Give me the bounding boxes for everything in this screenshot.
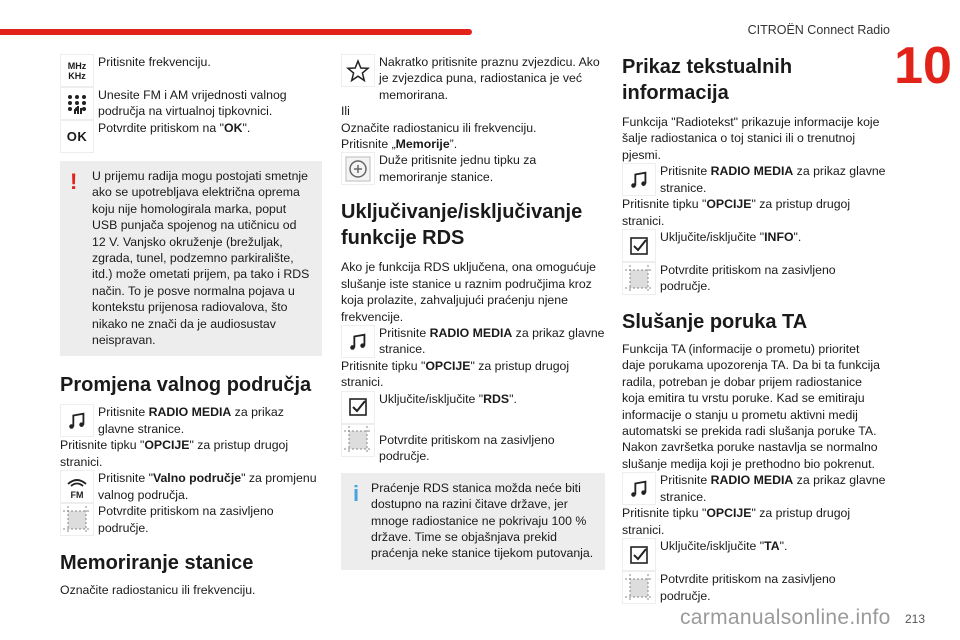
text-bold: Valno područje bbox=[152, 471, 242, 486]
text-bold: OPCIJE bbox=[144, 438, 190, 453]
step-toggle-ta bbox=[622, 538, 886, 571]
step-text: Označite radiostanicu ili frekvenciju. bbox=[341, 120, 537, 135]
column-1 bbox=[60, 54, 322, 599]
info-icon: i bbox=[353, 480, 360, 506]
star-icon[interactable] bbox=[341, 54, 375, 87]
step-confirm bbox=[622, 571, 886, 604]
column-2 bbox=[341, 54, 605, 570]
text: Pritisnite bbox=[98, 405, 149, 420]
text: Pritisnite tipku " bbox=[622, 506, 707, 521]
step-text bbox=[622, 196, 886, 229]
step-radio-media bbox=[341, 325, 605, 358]
ta-text: Funkcija TA (informacije o prometu) prioritet daje porukama upozorenja TA. Da bi ta funkcija radila, potreban je dobar prijem radiostanice koja emitira tu vrstu poruke. Kad se emitiraju informacije o stanju u prometu aktivni medij automatski se prekida radi slušanja poruke TA. Nakon završetka poruke nastavlja se normalno slušanje medija koji je prethodno bio pokrenut. bbox=[622, 342, 880, 471]
fm-label: FM bbox=[70, 489, 84, 500]
checkbox-icon[interactable] bbox=[622, 229, 656, 262]
keypad-icon[interactable] bbox=[60, 87, 94, 120]
step-text bbox=[98, 470, 322, 503]
text: " za pristup drugoj stranici. bbox=[622, 506, 851, 537]
warning-note bbox=[60, 161, 322, 356]
step-radio-media bbox=[622, 163, 886, 196]
text: za prikaz glavne stranice. bbox=[98, 405, 284, 436]
text: ". bbox=[793, 230, 802, 245]
step-text bbox=[660, 538, 787, 571]
text: ". bbox=[509, 391, 517, 406]
text-bold: RADIO MEDIA bbox=[148, 405, 232, 420]
step-text bbox=[341, 136, 605, 152]
step-text: Pritisnite frekvenciju. bbox=[98, 55, 211, 69]
info-text: Praćenje RDS stanica možda neće biti dostupno na razini čitave države, jer mnoge radiostanice ne pokrivaju 100 % države. Time se objašnjava prekid praćenja neke stanice tijekom putovanja. bbox=[371, 480, 594, 561]
step-toggle-info bbox=[622, 229, 886, 262]
text: ". bbox=[242, 121, 251, 135]
header-title: CITROËN Connect Radio bbox=[747, 23, 890, 37]
music-note-icon[interactable] bbox=[341, 325, 375, 358]
text-bold: RADIO MEDIA bbox=[710, 473, 794, 488]
text: Pritisnite " bbox=[98, 471, 153, 486]
step-text bbox=[660, 163, 886, 196]
text-bold: OPCIJE bbox=[425, 359, 471, 374]
text: ”. bbox=[449, 137, 458, 152]
info-note bbox=[341, 473, 605, 570]
heading-text-info: Prikaz tekstualnih informacija bbox=[622, 56, 793, 104]
checkbox-icon[interactable] bbox=[622, 538, 656, 571]
text-bold: RADIO MEDIA bbox=[710, 164, 794, 179]
mhz-khz-icon-label: MHz KHz bbox=[67, 60, 87, 81]
step-text: Unesite FM i AM vrijednosti valnog područja na virtualnoj tipkovnici. bbox=[98, 88, 287, 119]
step-ok bbox=[60, 120, 322, 153]
step-text: Potvrdite pritiskom na zasivljeno područje. bbox=[98, 504, 274, 535]
grey-area-icon[interactable] bbox=[341, 424, 375, 457]
step-long-press bbox=[341, 152, 605, 185]
text-bold: RDS bbox=[483, 391, 510, 406]
text: Pritisnite „ bbox=[341, 137, 396, 152]
add-preset-icon[interactable] bbox=[341, 152, 375, 185]
warning-icon: ! bbox=[70, 169, 78, 194]
text: Pritisnite bbox=[660, 164, 711, 179]
step-keypad bbox=[60, 87, 322, 120]
text-bold: RADIO MEDIA bbox=[429, 326, 513, 341]
step-text: Duže pritisnite jednu tipku za memoriranje stanice. bbox=[379, 153, 537, 184]
step-confirm bbox=[60, 503, 322, 536]
step-text: Potvrdite pritiskom na zasivljeno područje. bbox=[660, 263, 836, 294]
heading-ta: Slušanje poruka TA bbox=[622, 311, 808, 334]
grey-area-icon[interactable] bbox=[622, 262, 656, 295]
music-note-icon[interactable] bbox=[622, 472, 656, 505]
step-text: Potvrdite pritiskom na zasivljeno područje. bbox=[660, 572, 836, 603]
ok-icon[interactable] bbox=[60, 120, 94, 153]
text: Uključite/isključite " bbox=[660, 539, 765, 554]
heading-band: Promjena valnog područja bbox=[60, 374, 312, 397]
text: ". bbox=[779, 539, 788, 554]
top-accent-bar bbox=[0, 29, 472, 35]
text: " za pristup drugoj stranici. bbox=[622, 197, 851, 228]
text-bold: INFO bbox=[764, 230, 794, 245]
step-confirm bbox=[622, 262, 886, 295]
music-note-icon[interactable] bbox=[622, 163, 656, 196]
watermark: carmanualsonline.info bbox=[680, 606, 891, 629]
checkbox-icon[interactable] bbox=[341, 391, 375, 424]
step-toggle-rds bbox=[341, 391, 605, 424]
step-radio-media bbox=[60, 404, 322, 437]
text: Potvrdite pritiskom na " bbox=[98, 121, 225, 135]
text: Uključite/isključite " bbox=[379, 391, 484, 406]
text-or: Ili bbox=[341, 104, 350, 119]
text: Pritisnite tipku " bbox=[622, 197, 707, 212]
step-text bbox=[660, 229, 801, 262]
text: za prikaz glavne stranice. bbox=[660, 473, 886, 504]
text-bold: Memorije bbox=[395, 137, 450, 152]
text-bold: OK bbox=[224, 121, 243, 135]
step-radio-media bbox=[622, 472, 886, 505]
column-3 bbox=[622, 54, 886, 604]
text: " za promjenu valnog područja. bbox=[98, 471, 317, 502]
text-info-text: Funkcija "Radiotekst" prikazuje informacije koje šalje radiostanica o toj stanici ili o trenutnoj pjesmi. bbox=[622, 115, 880, 162]
chapter-number: 10 bbox=[894, 37, 952, 95]
text: za prikaz glavne stranice. bbox=[379, 326, 605, 357]
text: Pritisnite bbox=[379, 326, 430, 341]
text-bold: OPCIJE bbox=[706, 506, 752, 521]
step-text bbox=[379, 325, 605, 358]
text: Pritisnite tipku " bbox=[341, 359, 426, 374]
step-text: Nakratko pritisnite praznu zvjezdicu. Ako je zvjezdica puna, radiostanica je već memorirana. bbox=[379, 55, 600, 102]
heading-rds: Uključivanje/isključivanje funkcije RDS bbox=[341, 201, 583, 250]
warning-text: U prijemu radija mogu postojati smetnje ako se upotrebljava električna oprema koju nije homologirala marka, poput USB punjača spojenog na utičnicu od 12 V. Vanjsko okruženje (brežuljak, zgrada, tunel, podzemno parkiralište, itd.) može ometati prijem, pa tako i RDS način. To je posve normalna pojava u kontekstu prijenosa radiovalova, što nikako ne znači da je audiosustav neispravan. bbox=[92, 169, 310, 348]
step-text bbox=[60, 437, 322, 470]
step-frequency bbox=[60, 54, 322, 87]
text: Uključite/isključite " bbox=[660, 230, 765, 245]
text: za prikaz glavne stranice. bbox=[660, 164, 886, 195]
grey-area-icon[interactable] bbox=[60, 503, 94, 536]
ok-icon-label: OK bbox=[66, 129, 88, 144]
rds-text: Ako je funkcija RDS uključena, ona omogućuje slušanje iste stanice u raznim područjima kroz koja prolazite, zahvaljujući praćenju njene frekvencije. bbox=[341, 260, 596, 324]
page-number: 213 bbox=[905, 612, 926, 626]
step-text bbox=[98, 404, 322, 437]
mhz-khz-icon[interactable] bbox=[60, 54, 94, 87]
text: Pritisnite tipku " bbox=[60, 438, 145, 453]
step-text bbox=[98, 120, 250, 153]
music-note-icon[interactable] bbox=[60, 404, 94, 437]
memory-text: Označite radiostanicu ili frekvenciju. bbox=[60, 583, 256, 598]
text: Pritisnite bbox=[660, 473, 711, 488]
step-text: Potvrdite pritiskom na zasivljeno područje. bbox=[379, 432, 555, 464]
radio-wave-icon[interactable] bbox=[60, 470, 94, 503]
step-star bbox=[341, 54, 605, 103]
step-text bbox=[622, 505, 886, 538]
heading-memory: Memoriranje stanice bbox=[60, 552, 254, 575]
text-bold: OPCIJE bbox=[706, 197, 752, 212]
step-text bbox=[660, 472, 886, 505]
step-band bbox=[60, 470, 322, 503]
step-text bbox=[379, 391, 517, 424]
step-confirm bbox=[341, 424, 605, 465]
text: " za pristup drugoj stranici. bbox=[341, 359, 570, 390]
text-bold: TA bbox=[764, 539, 780, 554]
text: " za pristup drugoj stranici. bbox=[60, 438, 289, 469]
grey-area-icon[interactable] bbox=[622, 571, 656, 604]
step-text bbox=[341, 358, 605, 391]
